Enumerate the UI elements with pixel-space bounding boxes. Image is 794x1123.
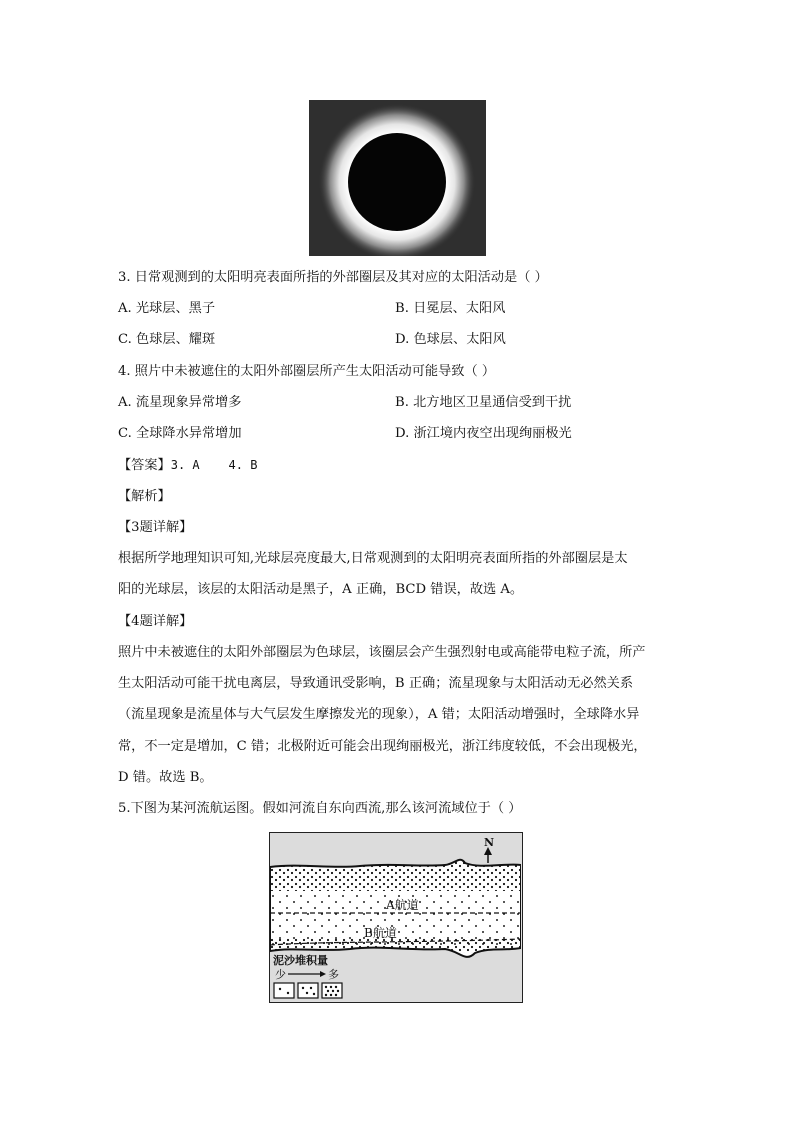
channel-a-label: A航道 [386,898,419,912]
question-4-stem: 4. 照片中未被遮住的太阳外部圈层所产生太阳活动可能导致（ ） [118,364,496,379]
eclipse-image [309,100,486,256]
moon-disk [348,133,446,231]
q4-analysis-line-5: D 错。故选 B。 [118,770,213,785]
question-4-option-b: B. 北方地区卫星通信受到干扰 [395,395,572,410]
legend-title: 泥沙堆积量 [273,954,328,967]
river-navigation-map [269,832,523,1003]
river-map-drawing [270,833,521,1001]
q3-analysis-line-1: 根据所学地理知识可知,光球层亮度最大,日常观测到的太阳明亮表面所指的外部圈层是太 [118,551,628,566]
q4-analysis-heading: 【4题详解】 [118,614,193,629]
question-3-option-a: A. 光球层、黑子 [118,301,216,316]
answer-row [118,455,257,476]
channel-b-label: B航道 [364,926,397,940]
question-4-option-a: A. 流星现象异常增多 [118,395,242,410]
legend-more-label: 多 [328,968,339,981]
analysis-label: 【解析】 [118,489,171,504]
solar-eclipse-photo [309,100,486,256]
q4-analysis-line-1: 照片中未被遮住的太阳外部圈层为色球层，该圈层会产生强烈射电或高能带电粒子流，所产 [118,645,646,660]
question-4-option-d: D. 浙江境内夜空出现绚丽极光 [395,426,572,441]
answer-value: 3. A 4. B [170,458,258,472]
question-3-option-d: D. 色球层、太阳风 [395,332,506,347]
q4-analysis-line-2: 生太阳活动可能干扰电离层，导致通讯受影响，B 正确；流星现象与太阳活动无必然关系 [118,676,634,691]
q3-analysis-line-2: 阳的光球层，该层的太阳活动是黑子，A 正确，BCD 错误，故选 A。 [118,582,524,597]
legend-swatch-medium [298,983,318,998]
q3-analysis-heading: 【3题详解】 [118,520,193,535]
answer-label: 【答案】 [118,458,171,473]
legend-swatch-sparse [274,983,294,998]
legend-less-label: 少 [275,968,286,981]
q4-analysis-line-3: （流星现象是流星体与大气层发生摩擦发光的现象），A 错；太阳活动增强时，全球降水异 [118,707,640,722]
question-4-option-c: C. 全球降水异常增加 [118,426,242,441]
legend-swatch-dense [322,983,342,998]
question-3-option-b: B. 日冕层、太阳风 [395,301,506,316]
north-label: N [484,836,495,849]
question-3-stem: 3. 日常观测到的太阳明亮表面所指的外部圈层及其对应的太阳活动是（ ） [118,270,548,285]
question-5-stem: 5.下图为某河流航运图。假如河流自东向西流,那么该河流域位于（ ） [118,801,522,816]
question-3-option-c: C. 色球层、耀斑 [118,332,216,347]
q4-analysis-line-4: 常，不一定是增加，C 错；北极附近可能会出现绚丽极光，浙江纬度较低，不会出现极光， [118,739,647,754]
